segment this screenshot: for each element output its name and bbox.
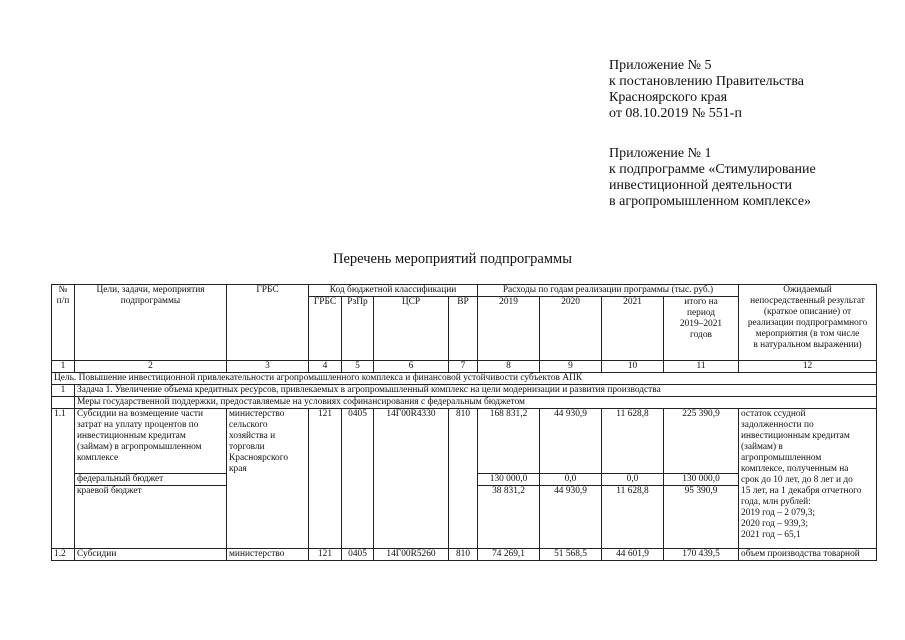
code-rzpr: 0405 xyxy=(342,549,374,561)
appendix-1-block xyxy=(609,146,816,210)
header-total: итого на период 2019–2021 годов xyxy=(664,297,739,361)
table-row xyxy=(52,409,877,474)
code-grbs: 121 xyxy=(309,409,342,549)
measures-row: Меры государственной поддержки, предоставляемые на условиях софинансирования с федеральным бюджетом xyxy=(75,397,877,409)
federal-total: 130 000,0 xyxy=(664,474,739,486)
appendix-line: к постановлению Правительства xyxy=(609,74,805,89)
col-number: 1 xyxy=(52,361,75,373)
expected-result: остаток ссудной задолженности по инвестиционным кредитам (займам) в агропромышленном комплексе, полученным на срок до 10 лет, до 8 лет и до 15 лет, на 1 декабря отчетного года, млн рублей: 2019 год – 2 079,3; 2020 год – 939,3; 2021 год – 65,1 xyxy=(739,409,877,549)
task-num: 1 xyxy=(52,385,75,397)
federal-budget-label: федеральный бюджет xyxy=(75,474,227,486)
header-code-csr: ЦСР xyxy=(374,297,449,361)
col-number: 2 xyxy=(75,361,227,373)
header-2020: 2020 xyxy=(540,297,602,361)
header-grbs: ГРБС xyxy=(227,285,309,361)
header-budget-code: Код бюджетной классификации xyxy=(309,285,478,297)
appendix-line: Приложение № 5 xyxy=(609,58,712,73)
header-code-rzpr: РзПр xyxy=(342,297,374,361)
value-total: 170 439,5 xyxy=(664,549,739,561)
header-expenses: Расходы по годам реализации программы (тыс. руб.) xyxy=(478,285,739,297)
goal-row: Цель. Повышение инвестиционной привлекательности агропромышленного комплекса и финансовой устойчивости субъектов АПК xyxy=(52,373,877,385)
value-2019: 74 269,1 xyxy=(478,549,540,561)
appendix-line: Красноярского края xyxy=(609,90,728,105)
row-num: 1.2 xyxy=(52,549,75,561)
header-code-grbs: ГРБС xyxy=(309,297,342,361)
header-goals: Цели, задачи, мероприятия подпрограммы xyxy=(75,285,227,361)
value-total: 225 390,9 xyxy=(664,409,739,474)
col-number: 8 xyxy=(478,361,540,373)
regional-budget-label: краевой бюджет xyxy=(75,486,227,549)
federal-2020: 0,0 xyxy=(540,474,602,486)
col-number: 11 xyxy=(664,361,739,373)
document-title: Перечень мероприятий подпрограммы xyxy=(333,251,572,267)
header-num: № п/п xyxy=(52,285,75,361)
code-csr: 14Г00R5260 xyxy=(374,549,449,561)
header-2021: 2021 xyxy=(602,297,664,361)
col-number: 3 xyxy=(227,361,309,373)
federal-2019: 130 000,0 xyxy=(478,474,540,486)
federal-2021: 0,0 xyxy=(602,474,664,486)
regional-2020: 44 930,9 xyxy=(540,486,602,549)
col-number: 4 xyxy=(309,361,342,373)
regional-total: 95 390,9 xyxy=(664,486,739,549)
expected-result: объем производства товарной xyxy=(739,549,877,561)
col-number: 10 xyxy=(602,361,664,373)
col-number: 7 xyxy=(449,361,478,373)
value-2021: 11 628,8 xyxy=(602,409,664,474)
column-numbers-row xyxy=(52,361,877,373)
appendix-line: инвестиционной деятельности xyxy=(609,178,793,193)
appendix-line: к подпрограмме «Стимулирование xyxy=(609,162,816,177)
header-2019: 2019 xyxy=(478,297,540,361)
regional-2019: 38 831,2 xyxy=(478,486,540,549)
measures-table xyxy=(51,284,877,561)
appendix-5-block xyxy=(609,58,804,122)
measure-name: Субсидии xyxy=(75,549,227,561)
appendix-line: Приложение № 1 xyxy=(609,146,712,161)
code-vr: 810 xyxy=(449,549,478,561)
regional-2021: 11 628,8 xyxy=(602,486,664,549)
code-rzpr: 0405 xyxy=(342,409,374,549)
code-vr: 810 xyxy=(449,409,478,549)
code-grbs: 121 xyxy=(309,549,342,561)
value-2019: 168 831,2 xyxy=(478,409,540,474)
col-number: 9 xyxy=(540,361,602,373)
row-num: 1.1 xyxy=(52,409,75,549)
value-2021: 44 601,9 xyxy=(602,549,664,561)
col-number: 5 xyxy=(342,361,374,373)
grbs-name: министерство сельского хозяйства и торговли Красноярского края xyxy=(227,409,309,549)
code-csr: 14Г00R4330 xyxy=(374,409,449,549)
col-number: 6 xyxy=(374,361,449,373)
value-2020: 44 930,9 xyxy=(540,409,602,474)
value-2020: 51 568,5 xyxy=(540,549,602,561)
header-result: Ожидаемый непосредственный результат (краткое описание) от реализации подпрограммного мероприятия (в том числе в натуральном выражении) xyxy=(739,285,877,361)
table-row xyxy=(52,549,877,561)
measure-name: Субсидии на возмещение части затрат на уплату процентов по инвестиционным кредитам (займам) в агропромышленном комплексе xyxy=(75,409,227,474)
appendix-line: в агропромышленном комплексе» xyxy=(609,194,812,209)
appendix-line: от 08.10.2019 № 551-п xyxy=(609,106,742,121)
task-row: Задача 1. Увеличение объема кредитных ресурсов, привлекаемых в агропромышленный комплекс на цели модернизации и развития производства xyxy=(75,385,877,397)
grbs-name: министерство xyxy=(227,549,309,561)
col-number: 12 xyxy=(739,361,877,373)
header-code-vr: ВР xyxy=(449,297,478,361)
